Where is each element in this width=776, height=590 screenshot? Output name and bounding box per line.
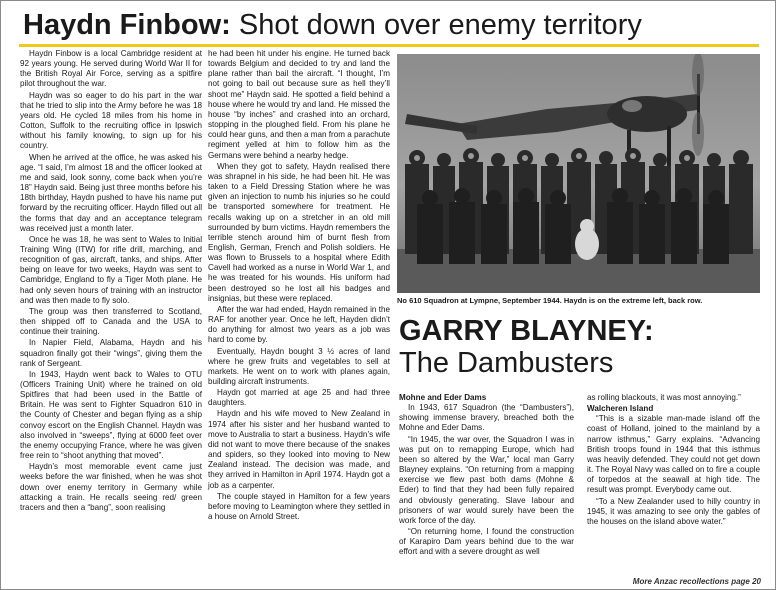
paragraph: “On returning home, I found the construction of Karapiro Dam years behind due to the war effort and with a severe drought as well xyxy=(399,527,574,557)
paragraph: “To a New Zealander used to hilly country in 1945, it was amazing to see only the gables of the houses on the island above water.” xyxy=(587,496,760,526)
squadron-photo-illustration xyxy=(397,54,760,293)
article2-column-2 xyxy=(587,393,760,528)
paragraph: as rolling blackouts, it was most annoying.” xyxy=(587,393,741,402)
title2-line1: GARRY BLAYNEY: xyxy=(399,315,654,347)
paragraph: When they got to safety, Haydn realised there was shrapnel in his side, he had been hit. He was taken to a Field Dressing Station where he was given an injection to numb his injuries so he could be transported somewhere for treatment. He recalls waking up on a stretcher in an old mill surrounded by burn victims. Haydn remembers the terrible stench around him of burnt flesh from English, German, French and Polish soldiers. He was flown to Brussels to a hospital where Edith Cavell had worked as a nurse in World War 1, and he was treated for his wounds. His uniform had been destroyed so he lost all his badges and insignias, but these were replaced. xyxy=(208,161,390,303)
paragraph: Haydn’s most memorable event came just weeks before the war finished, when he was shot down over enemy territory in Germany while attacking a train. He recalls seeing red/ green tracers and then a “bang”, soon realising xyxy=(20,462,202,512)
paragraph: In Napier Field, Alabama, Haydn and his squadron finally got their “wings”, giving them the rank of Sergeant. xyxy=(20,338,202,368)
paragraph: When he arrived at the office, he was asked his age. “I said, I’m almost 18 and the officer looked at me and said, look sonny, come back when you’re 18” Haydn said. Being just three months before his 18th birthday, Haydn pushed to have his name put forward by the recruiting officer. Haydn filled out all the forms that day and an acceptance telegram was received just a month later. xyxy=(20,152,202,233)
paragraph: “This is a sizable man-made island off the coast of Holland, joined to the mainland by a narrow isthmus,” Garry explains. “Advancing British troops found in 1944 that this isthmus was heavily defended. They could not get down it. The Royal Navy was called on to fire a couple of torpedos at the seawall at high tide. The result was prompt. Everybody came out. xyxy=(587,414,760,495)
headline-rule xyxy=(19,44,759,47)
paragraph: In 1943, Haydn went back to Wales to OTU (Officers Training Unit) where he trained on old Spitfires that had been used in the Battle of Britain. He was sent to Fighter Squadron 610 in the County of Chester and began flying as a ship convoy escort on the English Channel. Haydn was also involved in “sweeps”, flying at 6000 feet over the enemy occupying France, where he was given free rein to “shoot anything that moved”. xyxy=(20,369,202,461)
paragraph: Once he was 18, he was sent to Wales to Initial Training Wing (ITW) for rifle drill, marching, and recognition of gas, aircraft, tanks, and ships. After being on leave for two weeks, Haydn was sent to Cambridge, England to fly a Tiger Moth plane. He had only seven hours of training with an instructor and was then made to fly solo. xyxy=(20,234,202,305)
paragraph: The group was then transferred to Scotland, then shipped off to Canada and the USA to continue their training. xyxy=(20,306,202,337)
paragraph: In 1943, 617 Squadron (the “Dambusters”), showing immense bravery, breached both the Mohne and Eder Dams. xyxy=(399,403,574,433)
article-headline xyxy=(23,5,642,45)
squadron-photo xyxy=(397,54,760,293)
paragraph: Haydn got married at age 25 and had three daughters. xyxy=(208,388,390,408)
headline-name: Haydn Finbow: xyxy=(23,9,231,41)
paragraph: After the war had ended, Haydn remained in the RAF for another year. Once he left, Hayden didn’t do anything for almost two years as a job was hard to come by. xyxy=(208,304,390,345)
article2-column-1 xyxy=(399,393,574,559)
paragraph: Haydn and his wife moved to New Zealand in 1974 after his sister and her husband wanted to move to Australia to start a business. Haydn’s wife did not want to move there because of the snakes and spiders, so they looked into moving to New Zealand instead. The decision was made, and they arrived in Hamilton in April 1974. Haydn got a job as a carpenter. xyxy=(208,409,390,490)
garry-blayney-title xyxy=(399,315,654,379)
section-heading: Walcheren Island xyxy=(587,404,654,414)
paragraph: Eventually, Haydn bought 3 ½ acres of land where he grew fruits and vegetables to sell at markets. He went on to work with planes again, building aircraft instruments. xyxy=(208,346,390,386)
paragraph: “In 1945, the war over, the Squadron I was in was put on to remapping Europe, which had been so altered by the War,” local man Garry Blayney explains. “On returning from a mapping exercise we flew past both dams (Mohne & Eder) to find that they had been fully repaired and obviously generating. Slave labour and prisoners of war would surely have been the work force of the day. xyxy=(399,434,574,525)
article1-column-1 xyxy=(20,49,202,514)
paragraph: he had been hit under his engine. He turned back towards Belgium and decided to try and land the plane rather than bail the aircraft. “I thought, I’m not going to bail out because sure as hell they’ll shoot me” Haydn said. He spotted a field behind a house where he would try and land. He missed the house “by inches” and crashed into an orchard, stopping in the ploughed field. From his plane he could hear guns, and then a man from a parachute regiment yelled at him to follow him as the Germans were behind a nearby hedge. xyxy=(208,49,390,160)
section-heading: Mohne and Eder Dams xyxy=(399,393,487,402)
title2-line2: The Dambusters xyxy=(399,347,614,379)
paragraph: Haydn was so eager to do his part in the war that he tried to slip into the Army before he was 18 years old. He cycled 18 miles from his home in Cotton, Suffolk to the recruiting office in Ipswich without his family knowing, to sign up for his country. xyxy=(20,90,202,151)
continued-link[interactable]: More Anzac recollections page 20 xyxy=(632,577,761,586)
paragraph: Haydn Finbow is a local Cambridge resident at 92 years young. He served during World War II for the British Royal Air Force, serving as a spitfire pilot throughout the war. xyxy=(20,49,202,89)
article1-column-2 xyxy=(208,49,390,523)
headline-subtitle: Shot down over enemy territory xyxy=(238,9,642,41)
photo-caption: No 610 Squadron at Lympne, September 1944. Haydn is on the extreme left, back row. xyxy=(397,296,703,305)
paragraph: The couple stayed in Hamilton for a few years before moving to Leamington where they settled in a house on Arnold Street. xyxy=(208,491,390,522)
